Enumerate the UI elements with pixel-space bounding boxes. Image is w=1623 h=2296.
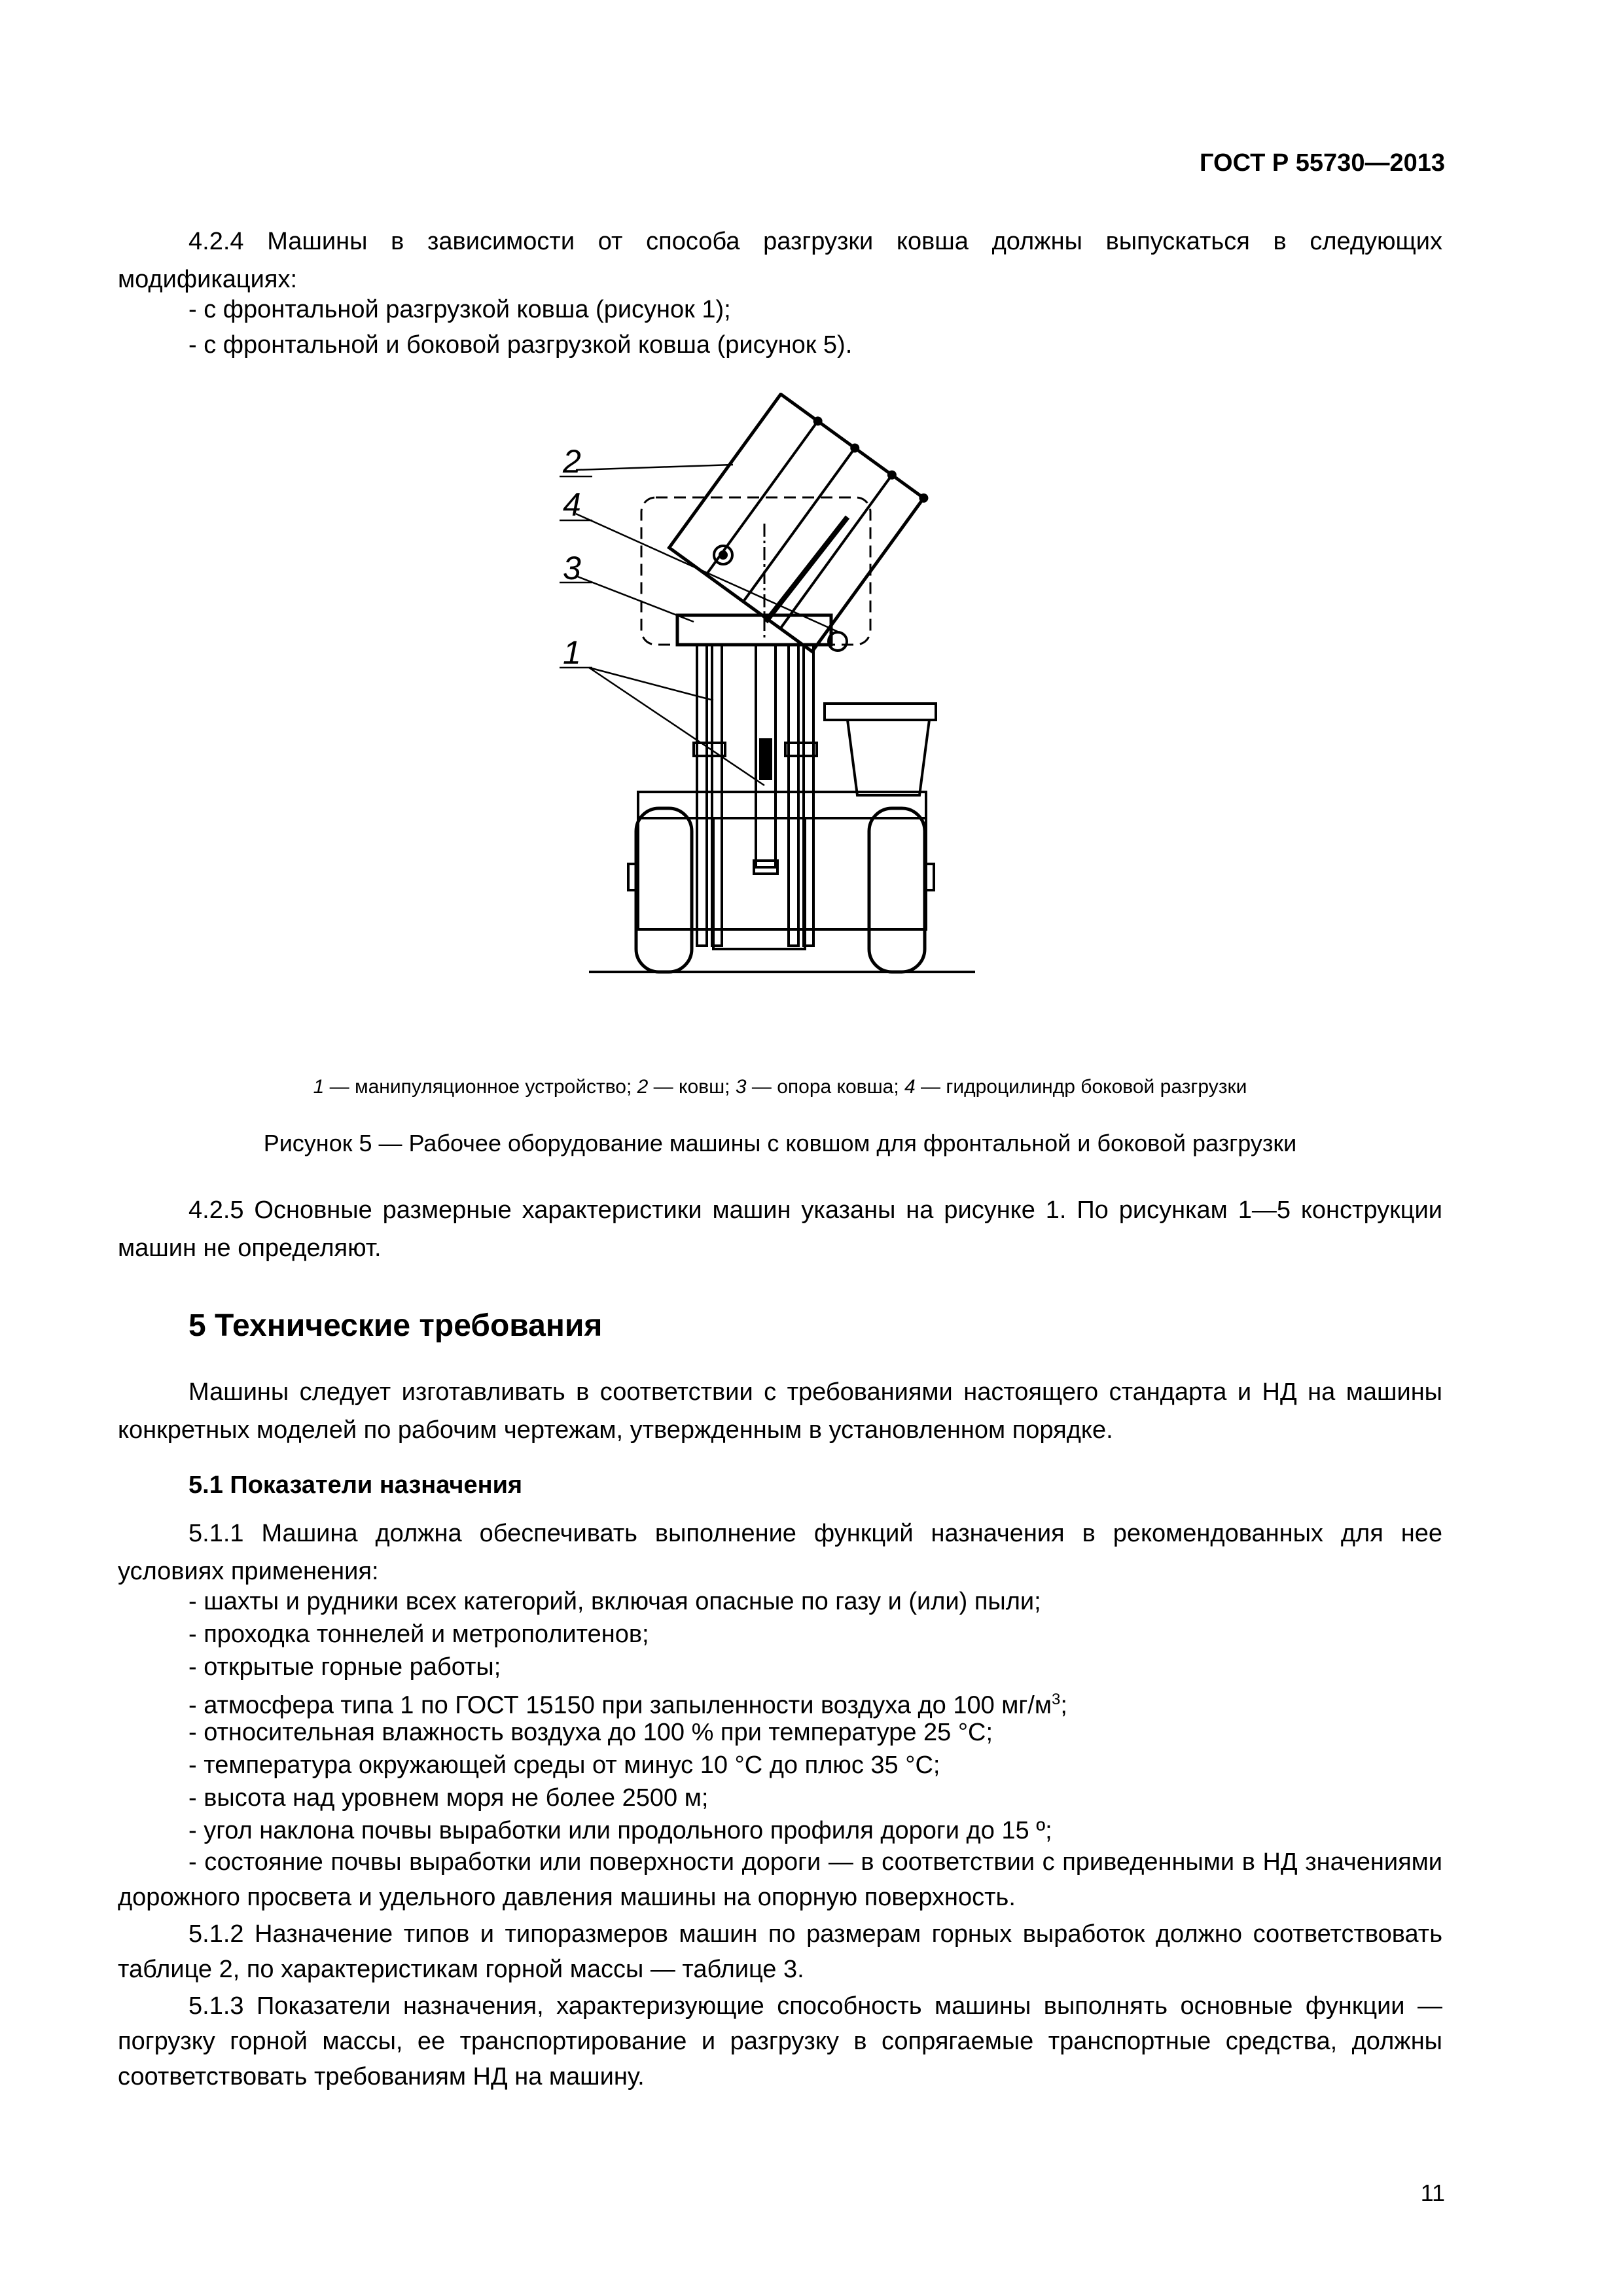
paragraph-5-1-2: 5.1.2 Назначение типов и типоразмеров машин по размерам горных выработок должно соответствовать таблице 2, по характеристикам горной массы — таблице 3. bbox=[118, 1920, 1442, 1983]
side-tipping-cylinder bbox=[766, 517, 847, 622]
condition-item: - температура окружающей среды от минус 10 °С до плюс 35 °С; bbox=[188, 1751, 940, 1779]
paragraph-4-2-4: 4.2.4 Машины в зависимости от способа разгрузки ковша должны выпускаться в следующих модификациях: bbox=[118, 228, 1442, 293]
paragraph-5-1-1: 5.1.1 Машина должна обеспечивать выполнение функций назначения в рекомендованных для нее условиях применения: bbox=[118, 1520, 1442, 1585]
left-wheel bbox=[636, 808, 692, 972]
paragraph-5-1-3: 5.1.3 Показатели назначения, характеризующие способность машины выполнять основные функции — погрузку горной массы, ее транспортирование и разгрузку в сопрягаемые транспортные средства, должны соответствовать требованиям НД на машину. bbox=[118, 1992, 1442, 2090]
condition-item: - состояние почвы выработки или поверхности дороги — в соответствии с приведенными в НД значениями дорожного просвета и удельного давления машины на опорную поверхность. bbox=[118, 1848, 1442, 1911]
condition-item: - открытые горные работы; bbox=[188, 1653, 501, 1681]
condition-item: - относительная влажность воздуха до 100 % при температуре 25 °С; bbox=[188, 1719, 993, 1746]
figure-5-drawing bbox=[556, 393, 1014, 1034]
page-number: 11 bbox=[1420, 2179, 1445, 2206]
condition-item: - проходка тоннелей и метрополитенов; bbox=[188, 1621, 649, 1648]
figure-legend: 1 — манипуляционное устройство; 2 — ковш; 3 — опора ковша; 4 — гидроцилиндр боковой разгрузки bbox=[313, 1076, 1247, 1098]
list-item: - с фронтальной разгрузкой ковша (рисунок 1); bbox=[188, 296, 731, 323]
callout-1: 1 bbox=[563, 634, 581, 671]
side-bunker bbox=[825, 704, 936, 795]
callout-4: 4 bbox=[563, 486, 581, 523]
bucket-support bbox=[677, 615, 831, 645]
paragraph-4-2-5: 4.2.5 Основные размерные характеристики машин указаны на рисунке 1. По рисункам 1—5 конструкции машин не определяют. bbox=[118, 1196, 1442, 1262]
callout-2: 2 bbox=[563, 443, 581, 480]
condition-item: - угол наклона почвы выработки или продольного профиля дороги до 15 º; bbox=[188, 1817, 1052, 1844]
document-header: ГОСТ Р 55730—2013 bbox=[1200, 149, 1445, 177]
callout-3: 3 bbox=[563, 550, 581, 586]
list-item: - с фронтальной и боковой разгрузкой ковша (рисунок 5). bbox=[188, 331, 853, 359]
condition-item: - шахты и рудники всех категорий, включая опасные по газу и (или) пыли; bbox=[188, 1588, 1041, 1615]
section-intro: Машины следует изготавливать в соответствии с требованиями настоящего стандарта и НД на машины конкретных моделей по рабочим чертежам, утвержденным в установленном порядке. bbox=[118, 1378, 1442, 1444]
section-heading: 5 Технические требования bbox=[188, 1308, 603, 1343]
condition-item: - высота над уровнем моря не более 2500 м; bbox=[188, 1784, 709, 1812]
subsection-heading: 5.1 Показатели назначения bbox=[188, 1471, 523, 1499]
condition-item: - атмосфера типа 1 по ГОСТ 15150 при запыленности воздуха до 100 $мг/м^3$; bbox=[188, 1691, 1067, 1719]
right-wheel bbox=[869, 808, 925, 972]
figure-title: Рисунок 5 — Рабочее оборудование машины с ковшом для фронтальной и боковой разгрузки bbox=[263, 1130, 1297, 1157]
